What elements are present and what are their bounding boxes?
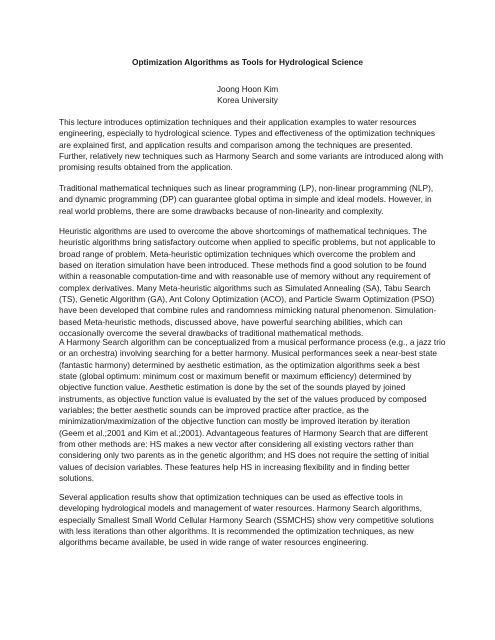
- paragraph-applications: [59, 492, 449, 549]
- text-line: solutions.: [59, 473, 95, 484]
- text-line: with less iterations than other algorithms. It is recommended the optimization techniques, as new: [59, 526, 414, 537]
- text-line: A Harmony Search algorithm can be conceptualized from a musical performance process (e.g., a jazz trio: [59, 337, 446, 347]
- text-line: engineering, especially to hydrological science. Types and effectiveness of the optimization techniques: [59, 128, 436, 139]
- paragraph-heuristic-algorithms: [59, 226, 449, 339]
- text-line: instruments, as objective function value is evaluated by the set of the values produced by composed: [59, 393, 427, 404]
- text-line: considering only two parents as in the genetic algorithm; and HS does not require the setting of initial: [59, 450, 429, 461]
- paragraph-traditional-techniques: [59, 183, 449, 217]
- text-line: real world problems, there are some drawbacks because of non-linearity and complexity.: [59, 205, 384, 216]
- text-line: Further, relatively new techniques such as Harmony Search and some variants are introduced along with: [59, 151, 444, 162]
- text-line: have been developed that combine rules and randomness mimicking natural phenomenon. Simulation-: [59, 305, 437, 316]
- text-line: This lecture introduces optimization techniques and their application examples to water resources: [59, 117, 417, 127]
- text-line: Heuristic algorithms are used to overcome the above shortcomings of mathematical techniques. The: [59, 226, 427, 236]
- text-line: (TS), Genetic Algorithm (GA), Ant Colony Optimization (ACO), and Particle Swarm Optimization (PSO): [59, 294, 435, 305]
- paragraph-introduction: [59, 117, 449, 174]
- text-line: Traditional mathematical techniques such as linear programming (LP), non-linear programming (NLP),: [59, 183, 434, 193]
- text-line: (fantastic harmony) determined by aesthetic estimation, as the optimization algorithms seek a best: [59, 359, 420, 370]
- text-line: algorithms became available, be used in wide range of water resources engineering.: [59, 537, 369, 548]
- text-line: from other methods are: HS makes a new vector after considering all existing vectors rather than: [59, 439, 414, 450]
- text-line: or an orchestra) involving searching for a better harmony. Musical performances seek a near-best state: [59, 348, 437, 359]
- text-line: (Geem et al.;2001 and Kim et al.;2001). Advantageous features of Harmony Search that are different: [59, 427, 428, 438]
- text-line: values of decision variables. These features help HS in increasing flexibility and in finding better: [59, 461, 410, 472]
- text-line: based Meta-heuristic methods, discussed above, have powerful searching abilities, which can: [59, 316, 403, 327]
- text-line: occasionally overcome the several drawbacks of traditional mathematical methods.: [59, 328, 364, 339]
- text-line: and dynamic programming (DP) can guarantee global optima in simple and ideal models. However, in: [59, 194, 432, 205]
- text-line: within a reasonable computation-time and with reasonable use of memory without any requirement of: [59, 271, 431, 282]
- text-line: broad range of problem. Meta-heuristic optimization techniques which overcome the problem and: [59, 248, 416, 259]
- author-name: Joong Hoon Kim: [216, 84, 279, 94]
- text-line: especially Smallest Small World Cellular Harmony Search (SSMCHS) show very competitive solutions: [59, 514, 434, 525]
- text-line: objective function value. Aesthetic estimation is done by the set of the sounds played by joined: [59, 382, 406, 393]
- text-line: are explained first, and application results and comparison among the techniques are presented.: [59, 139, 413, 150]
- text-line: promising results obtained from the application.: [59, 162, 233, 173]
- text-line: based on iteration simulation have been introduced. These methods find a good solution to be found: [59, 260, 427, 271]
- text-line: developing hydrological models and management of water resources. Harmony Search algorithms,: [59, 503, 422, 514]
- text-line: Several application results show that optimization techniques can be used as effective tools in: [59, 492, 403, 502]
- paper-title: Optimization Algorithms as Tools for Hydrological Science: [132, 57, 363, 67]
- text-line: heuristic algorithms bring satisfactory outcome when applied to specific problems, but not applicable to: [59, 237, 436, 248]
- text-line: variables; the better aesthetic sounds can be improved practice after practice, as the: [59, 405, 369, 416]
- text-line: complex derivatives. Many Meta-heuristic algorithms such as Simulated Annealing (SA), Tabu Search: [59, 282, 431, 293]
- paragraph-harmony-search: [59, 337, 449, 484]
- author-affiliation: Korea University: [217, 95, 278, 105]
- text-line: state (global optimum: minimum cost or maximum benefit or maximum efficiency) determined by: [59, 371, 412, 382]
- text-line: minimization/maximization of the objective function can mostly be improved iteration by iteration: [59, 416, 410, 427]
